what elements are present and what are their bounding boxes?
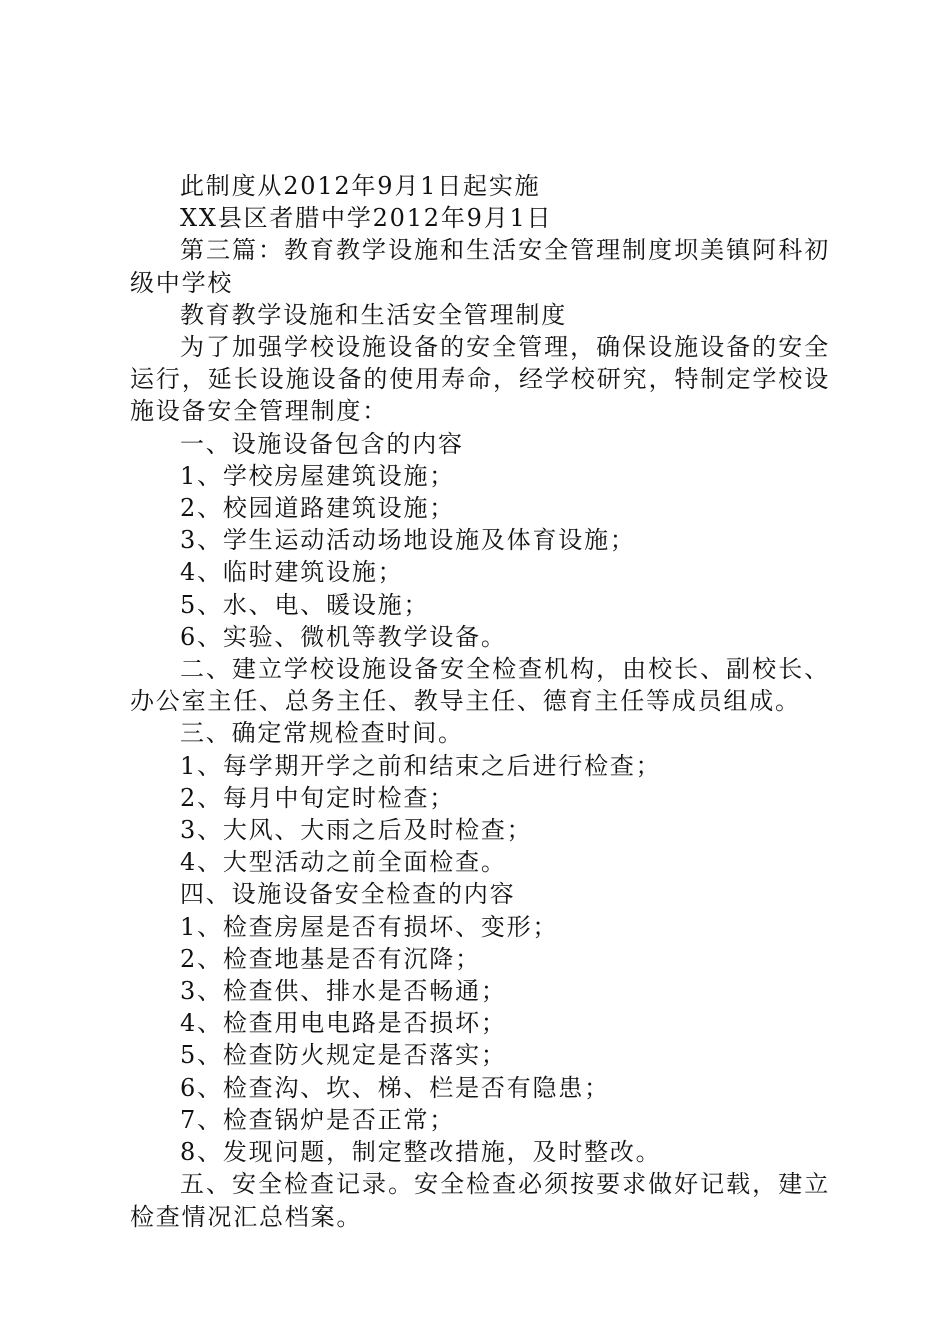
paragraph: 此制度从2012年9月1日起实施 — [180, 172, 541, 200]
list-item: 6、检查沟、坎、梯、栏是否有隐患； — [180, 1073, 610, 1102]
list-item: 5、检查防火规定是否落实； — [180, 1041, 507, 1070]
section-heading: 三、确定常规检查时间。 — [180, 719, 464, 748]
list-item: 8、发现问题，制定整改措施，及时整改。 — [180, 1138, 662, 1167]
list-item: 4、临时建筑设施； — [180, 558, 404, 587]
list-item: 4、大型活动之前全面检查。 — [180, 848, 507, 877]
list-item: 1、学校房屋建筑设施； — [180, 461, 456, 490]
list-item: 5、水、电、暖设施； — [180, 590, 430, 619]
list-item: 2、每月中旬定时检查； — [180, 783, 456, 812]
section-heading: 第三篇：教育教学设施和生活安全管理制度坝美镇阿科初级中学校 — [130, 236, 830, 297]
list-item: 3、检查供、排水是否畅通； — [180, 977, 507, 1006]
list-item: 2、校园道路建筑设施； — [180, 494, 456, 523]
list-item: 7、检查锅炉是否正常； — [180, 1105, 456, 1134]
list-item: 4、检查用电电路是否损坏； — [180, 1009, 507, 1038]
list-item: 6、实验、微机等教学设备。 — [180, 622, 507, 651]
section-heading: 四、设施设备安全检查的内容 — [180, 880, 516, 909]
list-item: 1、每学期开学之前和结束之后进行检查； — [180, 751, 662, 780]
list-item: 1、检查房屋是否有损坏、变形； — [180, 912, 559, 941]
paragraph: XX县区者腊中学2012年9月1日 — [180, 204, 553, 233]
section-heading: 五、安全检查记录。安全检查必须按要求做好记载，建立检查情况汇总档案。 — [130, 1170, 830, 1231]
section-heading: 一、设施设备包含的内容 — [180, 429, 464, 458]
document-title: 教育教学设施和生活安全管理制度 — [180, 300, 567, 329]
list-item: 3、学生运动活动场地设施及体育设施； — [180, 526, 636, 555]
document-body — [130, 170, 830, 1233]
list-item: 3、大风、大雨之后及时检查； — [180, 816, 533, 845]
paragraph: 为了加强学校设施设备的安全管理，确保设施设备的安全运行，延长设施设备的使用寿命，经学校研究，特制定学校设施设备安全管理制度： — [130, 333, 830, 426]
section-heading: 二、建立学校设施设备安全检查机构，由校长、副校长、办公室主任、总务主任、教导主任、德育主任等成员组成。 — [130, 655, 830, 716]
list-item: 2、检查地基是否有沉降； — [180, 944, 481, 973]
